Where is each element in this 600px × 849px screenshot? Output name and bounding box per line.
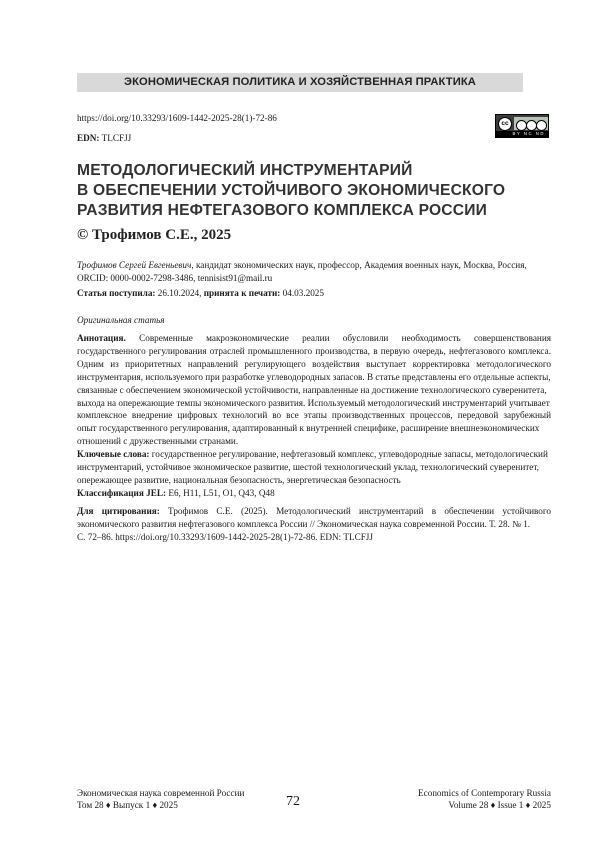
citation-line[interactable]: С. 72–86. https://doi.org/10.33293/1609-1442-2025-28(1)-72-86. EDN: TLCFJJ <box>77 531 373 542</box>
footer-journal-title-en: Economics of Contemporary Russia <box>418 788 551 798</box>
jel-classification <box>77 488 275 498</box>
jel-codes: E6, H11, L51, O1, Q43, Q48 <box>166 488 275 498</box>
footer-journal-title-ru: Экономическая наука современной России <box>77 788 245 798</box>
author-name: Трофимов Сергей Евгеньевич <box>77 260 192 270</box>
author-affiliation: , кандидат экономических наук, профессор, Академия военных наук, Москва, Россия, <box>191 260 527 270</box>
section-banner: ЭКОНОМИЧЕСКАЯ ПОЛИТИКА И ХОЗЯЙСТВЕННАЯ ПРАКТИКА <box>77 73 523 92</box>
footer-issue-ru: Том 28 ♦ Выпуск 1 ♦ 2025 <box>77 800 178 810</box>
license-badge-text: BY NC ND <box>496 131 548 137</box>
citation-label: Для цитирования: <box>77 506 160 516</box>
author-info <box>77 259 545 285</box>
creative-commons-icon: cc <box>498 117 512 131</box>
title-line: В ОБЕСПЕЧЕНИИ УСТОЙЧИВОГО ЭКОНОМИЧЕСКОГО <box>77 182 506 199</box>
footer-journal-en <box>418 787 551 811</box>
citation <box>77 505 551 544</box>
citation-text: Трофимов С.Е. (2025). Методологический инструментарий в обеспечении устойчивого <box>159 506 551 516</box>
doi-link[interactable]: https://doi.org/10.33293/1609-1442-2025-28(1)-72-86 <box>77 113 277 123</box>
edn-line <box>77 133 131 143</box>
noderivatives-icon <box>536 120 547 131</box>
abstract-line: выхода на опережающие темпы экономического развития. Используемый методологический инструментарий учитывает <box>77 397 550 408</box>
edn-label: EDN: <box>77 133 100 143</box>
keywords-line: инструментарий, устойчивое экономическое развитие, шестой технологический уклад, технологический суверенитет, <box>77 461 539 472</box>
jel-label: Классификация JEL: <box>77 488 167 498</box>
abstract <box>77 332 551 448</box>
abstract-text: Современные макроэкономические реалии обусловили необходимость совершенствования <box>125 333 551 343</box>
title-line: МЕТОДОЛОГИЧЕСКИЙ ИНСТРУМЕНТАРИЙ <box>77 162 413 179</box>
footer-journal-ru <box>77 787 244 811</box>
received-label: Статья поступила: <box>77 288 156 298</box>
keywords-line: опережающее развитие, национальная безопасность, энергетическая безопасность <box>77 474 401 485</box>
author-contacts[interactable]: ORCID: 0000-0002-7298-3486, tennisist91@mail.ru <box>77 272 273 283</box>
abstract-label: Аннотация. <box>77 333 126 343</box>
abstract-line: комплексное внедрение цифровых технологий во все этапы производственных процессов, передовой зарубежный <box>77 410 551 421</box>
page-number: 72 <box>286 794 300 809</box>
citation-line: экономического развития нефтегазового комплекса России // Экономическая наука современной России. Т. 28. № 1. <box>77 518 531 529</box>
edn-value: TLCFJJ <box>101 133 132 143</box>
keywords <box>77 448 551 487</box>
article-title <box>77 161 537 221</box>
creative-commons-license-badge[interactable] <box>495 114 549 138</box>
abstract-line: Одним из приоритетных направлений регулирующего воздействия выступает корректировка методологического <box>77 358 551 369</box>
citation-line <box>77 505 551 518</box>
abstract-line: инструментария, используемого при разработке углеводородных запасов. В статье представлены его отдельные аспекты, <box>77 371 551 382</box>
keywords-text: государственное регулирование, нефтегазовый комплекс, углеводородные запасы, методологический <box>149 449 548 459</box>
abstract-line: государственного регулирования отраслей промышленного производства, в первую очередь, нефтегазового комплекса. <box>77 345 551 356</box>
keywords-label: Ключевые слова: <box>77 449 150 459</box>
article-type: Оригинальная статья <box>77 315 165 325</box>
license-icons-strip <box>514 117 548 130</box>
accepted-date: 04.03.2025 <box>282 288 324 298</box>
title-line: РАЗВИТИЯ НЕФТЕГАЗОВОГО КОМПЛЕКСА РОССИИ <box>77 202 488 219</box>
copyright-line: © Трофимов С.Е., 2025 <box>77 227 232 243</box>
article-dates <box>77 288 324 298</box>
footer-issue-en: Volume 28 ♦ Issue 1 ♦ 2025 <box>448 800 551 810</box>
abstract-line: связанные с обеспечением экономической устойчивости, направленные на достижение технологического суверенитета, <box>77 384 547 395</box>
accepted-label: принята к печати: <box>203 288 281 298</box>
author-line-1 <box>77 259 545 272</box>
keywords-line <box>77 448 551 461</box>
abstract-line <box>77 332 551 345</box>
abstract-line: отношений с дружественными странами. <box>77 436 239 447</box>
received-date: 26.10.2024, <box>157 288 202 298</box>
abstract-line: опыт государственного регулирования, адаптированный к внутренней специфике, расширение внешнеэкономических <box>77 423 540 434</box>
